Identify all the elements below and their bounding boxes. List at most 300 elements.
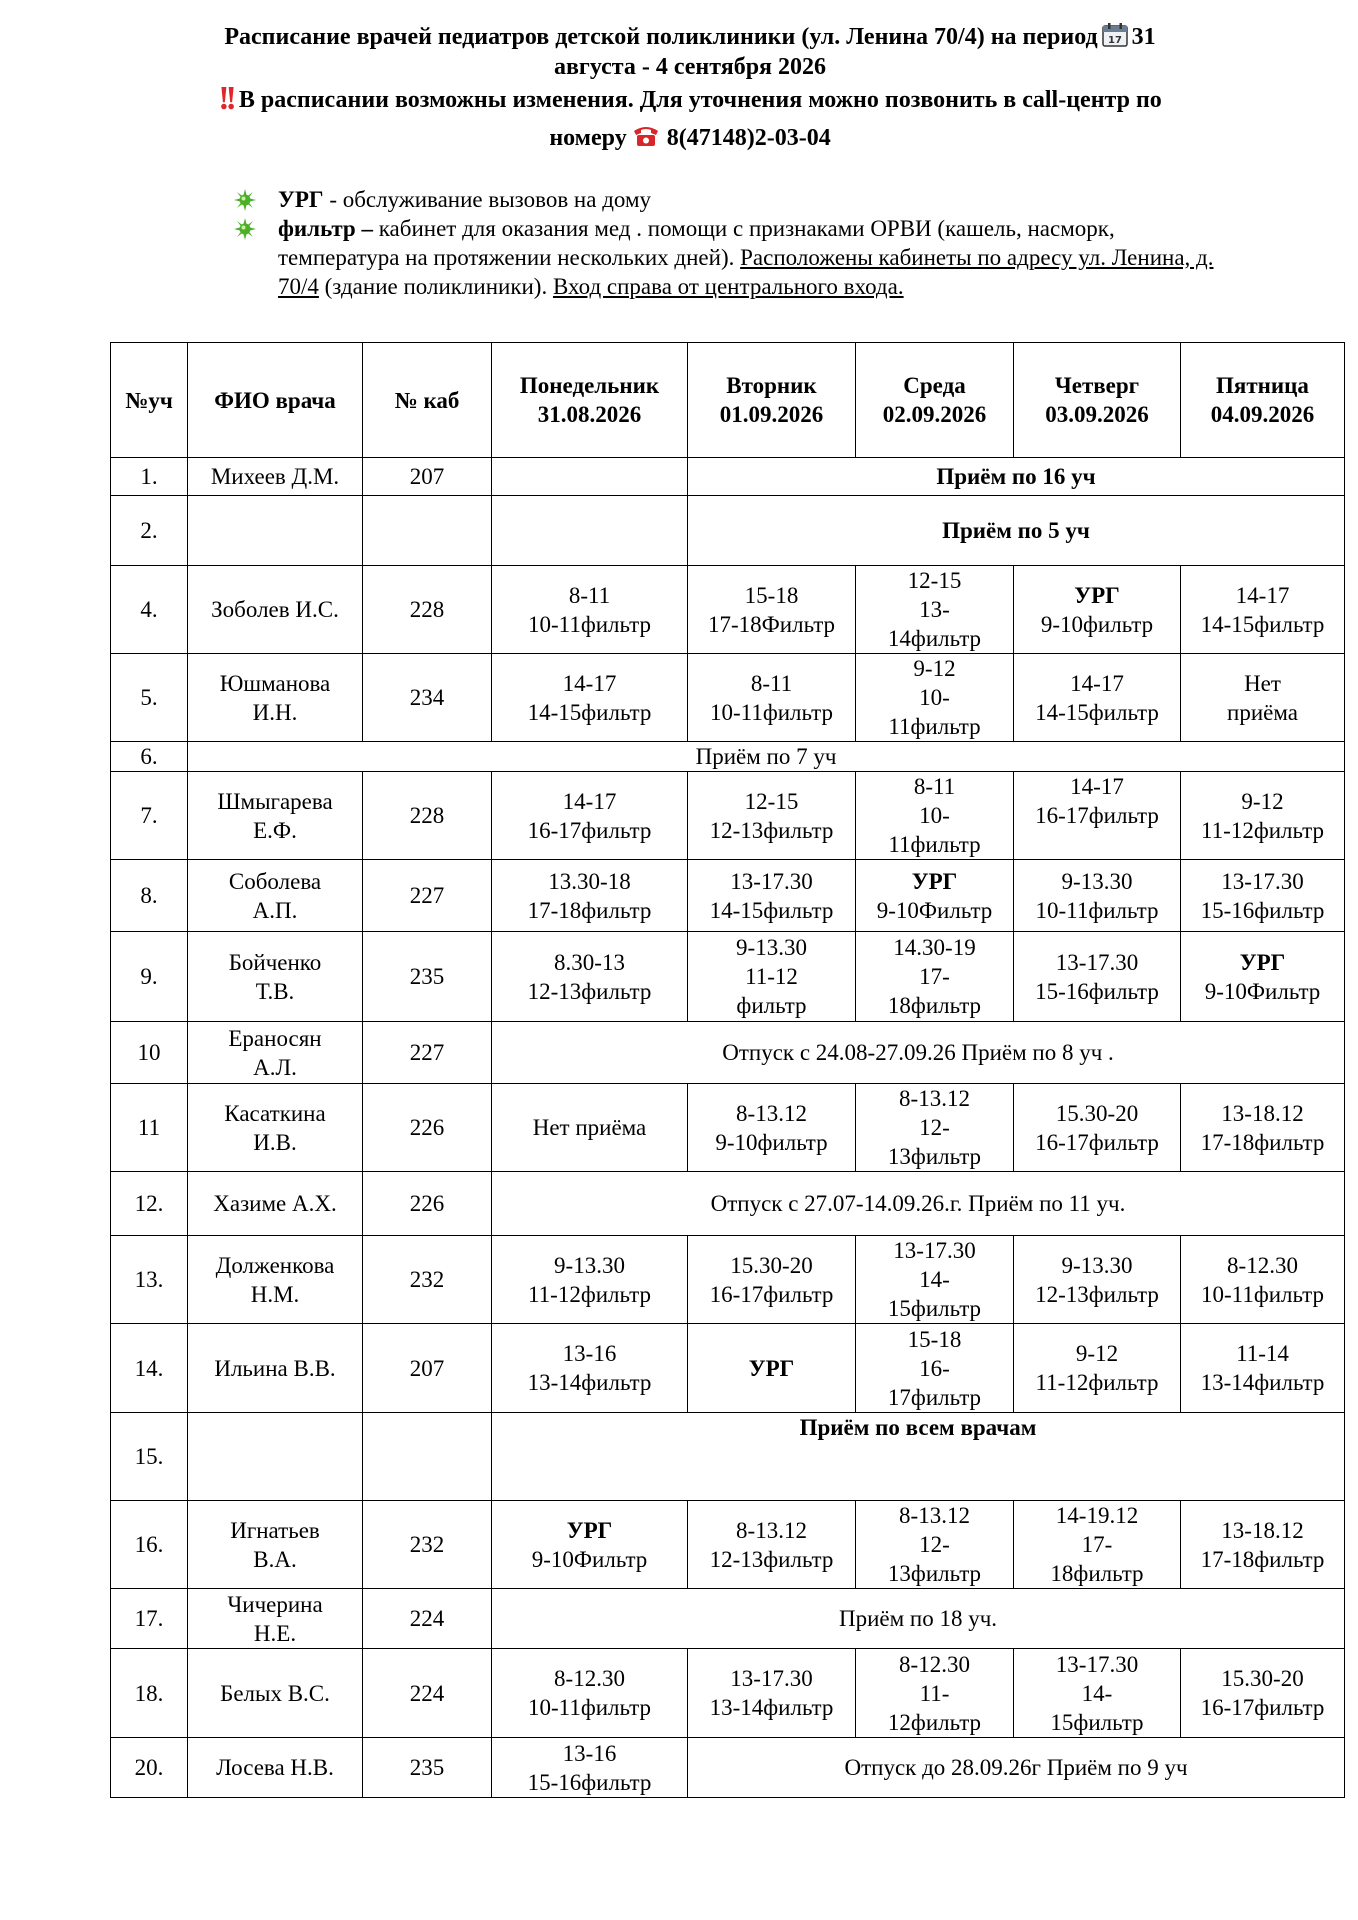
schedule-cell [492,772,688,860]
room-number: 232 [363,1236,492,1324]
schedule-cell [688,772,856,860]
doctor-name: Михеев Д.М. [188,458,363,496]
calendar-icon-day: 17 [1107,35,1122,46]
schedule-cell [688,1084,856,1172]
schedule-cell [1014,566,1181,654]
surname: Бойченко [228,949,322,975]
filter-hours: 17-18фильтр [1200,1546,1325,1572]
filter-hours: 12фильтр [887,1709,982,1735]
hours: 15-18 [907,1326,962,1352]
initials: Н.М. [250,1281,300,1307]
green-bullet-icon [234,218,256,240]
green-bullet-icon [234,189,256,211]
hours: 14-17 [562,670,617,696]
hours: 14-17 [1235,582,1290,608]
initials: А.П. [252,897,298,923]
schedule-cell [1014,860,1181,932]
hours: 11-14 [1236,1341,1289,1366]
table-row [111,496,1345,566]
legend-item-filter [230,214,1240,301]
schedule-cell [856,1501,1014,1589]
filter-hours: 16-17фильтр [1035,803,1159,828]
surname: Долженкова [215,1252,335,1278]
empty-cell [188,496,363,566]
empty-cell [492,496,688,566]
urg-label: УРГ [566,1517,613,1543]
row-note: Отпуск до 28.09.26г Приём по 9 уч [688,1738,1345,1798]
schedule-cell [688,1236,856,1324]
filter-hours: 18фильтр [1050,1561,1144,1586]
row-note: Приём по 16 уч [688,458,1345,496]
no-reception: приёма [1227,699,1298,725]
room-number: 207 [363,458,492,496]
hours: 9-12 [1241,788,1284,814]
filter-hours: 17фильтр [887,1384,982,1410]
urg-label: УРГ [748,1355,795,1381]
hours: 13-17.30 [893,1238,976,1263]
filter-hours: фильтр [736,993,807,1018]
legend-address: Расположены кабинеты по адресу ул. Ленина, д. 70/4 [278,245,1214,299]
hours: 8-12.30 [554,1666,625,1691]
urg-label: УРГ [1074,582,1120,608]
schedule-cell [1181,1236,1345,1324]
doctor-name [188,860,363,932]
table-row [111,1172,1345,1236]
room-number: 235 [363,1738,492,1798]
room-number: 227 [363,1022,492,1084]
doctor-name [188,654,363,742]
schedule-cell [688,860,856,932]
filter-hours: 9-10фильтр [1040,611,1154,637]
legend [230,185,1240,301]
schedule-cell [1181,566,1345,654]
title-text: Расписание врачей педиатров детской поликлиники (ул. Ленина 70/4) на период [224,24,1098,50]
day-date: 01.09.2026 [719,402,824,427]
room-number: 227 [363,860,492,932]
schedule-cell [1014,1324,1181,1413]
schedule-cell [856,772,1014,860]
filter-hours: 11-12фильтр [1035,1370,1159,1395]
initials: А.Л. [253,1054,297,1080]
schedule-cell [856,654,1014,742]
filter-hours: 18фильтр [887,993,982,1018]
row-num: 2. [111,496,188,566]
hours: 8-12.30 [899,1651,970,1677]
doctor-name [188,772,363,860]
schedule-cell [492,1236,688,1324]
col-header-tuesday [688,343,856,458]
hours: 13-18.12 [1221,1517,1304,1543]
hours: 13-16 [562,1341,617,1366]
schedule-cell [688,1324,856,1413]
hours: 9-13.30 [736,935,807,960]
filter-hours: 9-10Фильтр [876,897,993,923]
filter-hours: 9-10Фильтр [1204,978,1321,1004]
schedule-cell [492,932,688,1022]
doctor-name: Белых В.С. [188,1649,363,1738]
day-date: 31.08.2026 [537,402,642,427]
initials: И.В. [253,1129,297,1155]
table-row [111,772,1345,860]
surname: Чичерина [227,1591,323,1617]
filter-hours: 10- [919,803,950,828]
row-num: 11 [111,1084,188,1172]
filter-hours: 10-11фильтр [1035,897,1159,923]
empty-cell [363,496,492,566]
table-row [111,1649,1345,1738]
room-number: 234 [363,654,492,742]
hours: 15.30-20 [730,1252,813,1278]
day-name: Пятница [1216,373,1309,398]
empty-cell [188,1413,363,1501]
table-row [111,1738,1345,1798]
filter-hours: 13-14фильтр [527,1370,652,1395]
schedule-cell [688,1649,856,1738]
day-name: Четверг [1054,373,1140,398]
hours: 14-17 [562,788,617,814]
schedule-cell [856,860,1014,932]
filter-hours: 16-17фильтр [1035,1129,1159,1155]
table-row [111,1501,1345,1589]
row-num: 18. [111,1649,188,1738]
initials: В.А. [253,1546,297,1572]
schedule-cell [856,566,1014,654]
initials: Н.Е. [253,1620,297,1646]
col-header-monday [492,343,688,458]
legend-desc-filter: кабинет для оказания мед . помощи с признаками ОРВИ (кашель, насморк, температура на протяжении нескольких дней). [278,216,1115,270]
hours: 13-17.30 [1055,949,1139,975]
table-row [111,742,1345,772]
schedule-cell [1014,1236,1181,1324]
hours: 9-12 [913,656,956,681]
legend-item-urg [230,185,1240,214]
filter-hours: 17-18фильтр [1200,1129,1325,1155]
hours: 14.30-19 [893,935,976,960]
row-note: Приём по 5 уч [688,496,1345,566]
filter-hours: 14-15фильтр [709,897,834,923]
legend-building: (здание поликлиники). [318,274,553,299]
table-row [111,566,1345,654]
filter-hours: 16- [919,1355,950,1381]
col-header-name: ФИО врача [188,343,363,458]
page-title [150,22,1230,82]
hours: 12-15 [744,788,799,814]
hours: 8-11 [750,670,793,696]
hours: 13.30-18 [548,868,631,894]
row-num: 4. [111,566,188,654]
warning-notice [150,80,1230,157]
surname: Шмыгарева [217,788,333,814]
hours: 15-18 [744,582,799,608]
filter-hours: 13-14фильтр [1200,1370,1325,1395]
schedule-cell [1181,1084,1345,1172]
room-number: 228 [363,772,492,860]
surname: Ераносян [228,1025,322,1051]
filter-hours: 12-13фильтр [1035,1281,1159,1307]
table-row [111,1084,1345,1172]
room-number: 224 [363,1649,492,1738]
hours: 8-12.30 [1227,1252,1298,1278]
title-line-1 [150,22,1230,52]
schedule-cell [856,1084,1014,1172]
hours: 8-13.12 [736,1100,807,1126]
schedule-cell [492,1649,688,1738]
filter-hours: 15фильтр [1050,1709,1144,1735]
phone-number: 8(47148)2-03-04 [666,125,831,151]
filter-hours: 10-11фильтр [1201,1281,1324,1307]
room-number: 232 [363,1501,492,1589]
schedule-cell [492,1324,688,1413]
row-num: 17. [111,1589,188,1649]
hours: 13-18.12 [1221,1100,1304,1126]
urg-label: УРГ [911,868,958,894]
hours: 14-17 [1070,774,1124,799]
telephone-icon [631,123,661,147]
filter-hours: 11-12 [745,964,798,989]
filter-hours: 11фильтр [888,832,981,857]
doctor-name: Хазиме А.Х. [188,1172,363,1236]
doctor-name [188,1022,363,1084]
row-num: 5. [111,654,188,742]
double-exclamation-icon: !! [218,80,233,117]
row-num: 7. [111,772,188,860]
hours: 8.30-13 [554,949,625,975]
col-header-wednesday [856,343,1014,458]
no-reception: Нет приёма [532,1115,647,1140]
initials: И.Н. [252,699,298,725]
surname: Соболева [228,868,322,894]
hours: 12-15 [907,568,962,593]
filter-hours: 9-10Фильтр [531,1546,648,1572]
schedule-cell [1181,860,1345,932]
doctor-name: Лосева Н.В. [188,1738,363,1798]
day-date: 04.09.2026 [1210,402,1315,427]
initials: Т.В. [255,978,295,1004]
filter-hours: 12-13фильтр [709,817,834,843]
filter-hours: 16-17фильтр [709,1281,834,1307]
day-date: 03.09.2026 [1045,402,1149,427]
filter-hours: 12- [919,1532,950,1557]
legend-term-filter: фильтр – [278,216,373,241]
hours: 8-11 [913,774,956,799]
schedule-cell [1181,932,1345,1022]
row-num: 9. [111,932,188,1022]
hours: 13-17.30 [730,1666,813,1691]
schedule-cell [492,566,688,654]
legend-term-urg: УРГ [278,187,324,212]
legend-desc-urg: - обслуживание вызовов на дому [323,187,652,212]
schedule-cell [492,1084,688,1172]
schedule-cell [492,1738,688,1798]
filter-hours: 12-13фильтр [709,1546,834,1572]
empty-cell [492,458,688,496]
room-number: 226 [363,1172,492,1236]
urg-label: УРГ [1239,949,1286,975]
col-header-friday [1181,343,1345,458]
filter-hours: 10-11фильтр [710,699,833,725]
hours: 13-17.30 [1221,868,1304,894]
surname: Игнатьев [230,1517,320,1543]
hours: 8-13.12 [899,1086,970,1111]
room-number: 224 [363,1589,492,1649]
day-name: Вторник [726,373,817,398]
hours: 8-13.12 [736,1517,807,1543]
schedule-cell [856,1236,1014,1324]
filter-hours: 16-17фильтр [527,817,652,843]
hours: 15.30-20 [1221,1666,1304,1691]
row-num: 10 [111,1022,188,1084]
hours: 13-17.30 [1055,1651,1139,1677]
row-note: Приём по 7 уч [188,742,1345,772]
surname: Касаткина [224,1100,326,1126]
row-num: 8. [111,860,188,932]
filter-hours: 15-16фильтр [1035,978,1159,1004]
filter-hours: 10-11фильтр [528,1695,651,1720]
col-header-num: №уч [111,343,188,458]
schedule-table [110,342,1345,1798]
hours: 15.30-20 [1055,1100,1139,1126]
table-header-row [111,343,1345,458]
room-number: 207 [363,1324,492,1413]
schedule-cell [492,1501,688,1589]
filter-hours: 12- [919,1115,950,1140]
schedule-cell [492,860,688,932]
row-num: 16. [111,1501,188,1589]
filter-hours: 13-14фильтр [709,1695,834,1720]
day-date: 02.09.2026 [882,402,987,427]
schedule-cell [1014,1084,1181,1172]
hours: 8-13.12 [899,1503,970,1528]
filter-hours: 16-17фильтр [1200,1695,1325,1720]
filter-hours: 13фильтр [887,1144,982,1169]
filter-hours: 14-15фильтр [1200,611,1325,637]
filter-hours: 12-13фильтр [527,978,652,1004]
filter-hours: 14фильтр [887,626,982,651]
table-row [111,654,1345,742]
table-row [111,1324,1345,1413]
filter-hours: 13фильтр [887,1561,982,1586]
schedule-cell [1181,1501,1345,1589]
table-row [111,860,1345,932]
doctor-name [188,1236,363,1324]
initials: Е.Ф. [253,817,297,843]
schedule-cell [1014,1649,1181,1738]
room-number: 228 [363,566,492,654]
filter-hours: 14-15фильтр [527,699,652,725]
filter-hours: 11- [919,1680,950,1706]
table-row [111,932,1345,1022]
schedule-cell [1181,1324,1345,1413]
schedule-cell [1181,654,1345,742]
row-note: Приём по всем врачам [492,1413,1345,1501]
doctor-name [188,1084,363,1172]
table-row [111,1589,1345,1649]
schedule-cell [856,1324,1014,1413]
schedule-cell [1181,772,1345,860]
filter-hours: 10- [919,685,950,710]
filter-hours: 17-18Фильтр [707,611,836,637]
warning-number-label: номеру [549,125,627,151]
surname: Юшманова [219,670,331,696]
doctor-name: Зоболев И.С. [188,566,363,654]
filter-hours: 17- [1081,1532,1113,1557]
warning-line-1 [150,80,1230,119]
row-num: 15. [111,1413,188,1501]
schedule-cell [492,654,688,742]
hours: 13-16 [562,1740,617,1766]
row-note: Отпуск с 27.07-14.09.26.г. Приём по 11 уч. [492,1172,1345,1236]
row-num: 12. [111,1172,188,1236]
doctor-name [188,1589,363,1649]
hours: 9-13.30 [554,1252,625,1278]
filter-hours: 11фильтр [888,714,981,739]
row-num: 6. [111,742,188,772]
schedule-cell [688,932,856,1022]
hours: 14-17 [1070,670,1124,696]
filter-hours: 14- [1081,1680,1113,1706]
table-row [111,1236,1345,1324]
filter-hours: 11-12фильтр [528,1281,651,1307]
schedule-cell [856,932,1014,1022]
filter-hours: 15-16фильтр [1200,897,1325,923]
filter-hours: 14- [919,1267,950,1292]
no-reception: Нет [1244,670,1281,696]
schedule-cell [1014,1501,1181,1589]
filter-hours: 14-15фильтр [1035,699,1159,725]
hours: 9-12 [1075,1341,1119,1366]
filter-hours: 10-11фильтр [528,611,651,637]
col-header-thursday [1014,343,1181,458]
hours: 9-13.30 [1061,868,1133,894]
schedule-cell [1014,932,1181,1022]
table-row [111,1413,1345,1501]
doctor-name: Ильина В.В. [188,1324,363,1413]
row-num: 14. [111,1324,188,1413]
hours: 8-11 [568,582,611,608]
filter-hours: 11-12фильтр [1201,817,1324,843]
table-row [111,458,1345,496]
filter-hours: 9-10фильтр [715,1129,828,1155]
filter-hours: 17- [919,964,950,989]
hours: 9-13.30 [1061,1252,1133,1278]
table-row [111,1022,1345,1084]
row-num: 13. [111,1236,188,1324]
hours: 14-19.12 [1055,1503,1139,1528]
row-num: 20. [111,1738,188,1798]
schedule-cell [688,566,856,654]
schedule-cell [1014,772,1181,860]
room-number: 235 [363,932,492,1022]
day-name: Понедельник [519,373,660,398]
schedule-cell [688,654,856,742]
filter-hours: 15фильтр [887,1296,982,1321]
schedule-cell [1014,654,1181,742]
legend-entrance: Вход справа от центрального входа. [552,274,904,299]
row-num: 1. [111,458,188,496]
warning-text: В расписании возможны изменения. Для уточнения можно позвонить в call-центр по [238,87,1162,113]
title-line-2: августа - 4 сентября 2026 [553,54,827,80]
warning-line-2 [150,119,1230,157]
hours: 13-17.30 [730,868,813,894]
empty-cell [363,1413,492,1501]
doctor-name [188,932,363,1022]
row-note: Приём по 18 уч. [492,1589,1345,1649]
filter-hours: 13- [919,597,950,622]
col-header-room: № каб [363,343,492,458]
filter-hours: 17-18фильтр [527,897,652,923]
title-day: 31 [1131,24,1156,50]
doctor-name [188,1501,363,1589]
